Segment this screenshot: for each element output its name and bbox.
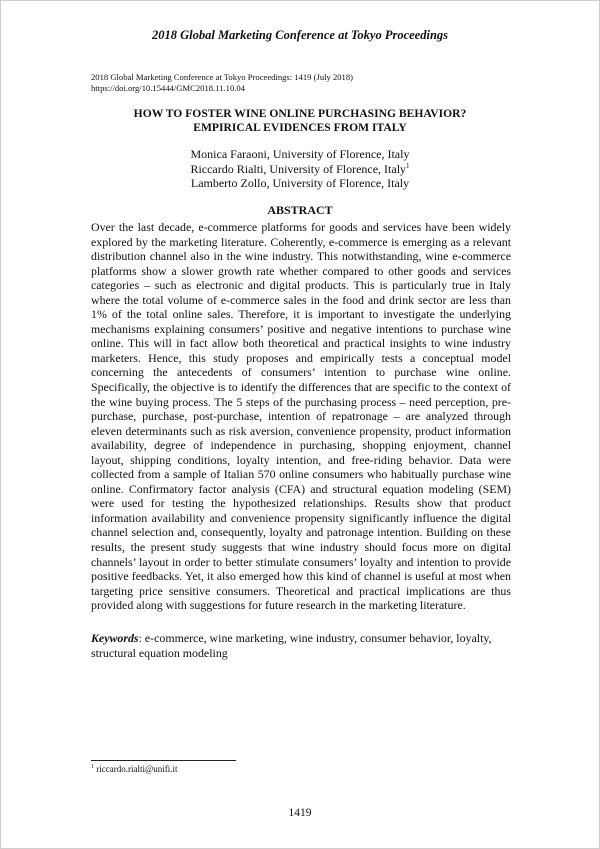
doi-link[interactable]: https://doi.org/10.15444/GMC2018.11.10.04 [91, 83, 245, 93]
citation-block [91, 72, 353, 94]
footnote [91, 764, 178, 775]
author-list [0, 147, 600, 191]
paper-title [0, 107, 600, 135]
keywords-section [91, 631, 511, 660]
author-entry: Monica Faraoni, University of Florence, Italy [190, 147, 410, 161]
keywords-label: Keywords [91, 631, 139, 645]
footnote-email[interactable]: riccardo.rialti@unifi.it [94, 764, 178, 774]
author-entry: Lamberto Zollo, University of Florence, Italy [190, 176, 410, 190]
footnote-marker[interactable]: 1 [406, 161, 410, 170]
page-number: 1419 [288, 807, 312, 819]
author-entry: Riccardo Rialti, University of Florence, Italy$^1$ [190, 161, 410, 176]
title-line-2: EMPIRICAL EVIDENCES FROM ITALY [193, 121, 407, 134]
keywords-separator: : [138, 631, 145, 645]
title-line-1: HOW TO FOSTER WINE ONLINE PURCHASING BEHAVIOR? [133, 107, 467, 120]
footnote-number: 1 [91, 764, 94, 770]
citation-line: 2018 Global Marketing Conference at Tokyo Proceedings: 1419 (July 2018) [91, 72, 354, 82]
abstract-body [91, 220, 511, 613]
running-header: 2018 Global Marketing Conference at Tokyo Proceedings [151, 28, 449, 42]
footnote-divider [91, 760, 236, 761]
keywords-text: e-commerce, wine marketing, wine industry, consumer behavior, loyalty, structural equation modeling [91, 631, 492, 660]
abstract-heading: ABSTRACT [267, 203, 333, 217]
abstract-paragraph: Over the last decade, e-commerce platforms for goods and services have been widely explored by the marketing literature. Coherently, e-commerce is emerging as a relevant distribution channel also in the wine industry. This notwithstanding, wine e-commerce platforms show a slower growth rate whether compared to other goods and services categories – such as electronic and digital products. This is particularly true in Italy where the total volume of e-commerce sales in the food and drink sector are less than 1% of the total online sales. Therefore, it is important to investigate the underlying mechanisms explaining consumers’ positive and negative intentions to purchase wine online. This will in fact allow both theoretical and practical insights to wine industry marketers. Hence, this study proposes and empirically tests a conceptual model concerning the antecedents of consumers’ intention to purchase wine online. Specifically, the objective is to identify the differences that are specific to the context of the wine buying process. The 5 steps of the purchasing process – need perception, pre-purchase, purchase, post-purchase, intention of repatronage – are analyzed through eleven determinants such as risk aversion, convenience propensity, product information availability, degree of independence in purchasing, shopping enjoyment, channel layout, shipping conditions, loyalty intention, and free-riding behavior. Data were collected from a sample of Italian 570 online consumers who habitually purchase wine online. Confirmatory factor analysis (CFA) and structural equation modeling (SEM) were used for testing the hypothesized relationships. Results show that product information availability and convenience propensity significantly influence the digital channel selection and, consequently, loyalty and patronage intention. Building on these results, the present study suggests that wine industry should focus more on digital channels’ layout in order to better stimulate consumers’ loyalty and intention to provide positive feedbacks. Yet, it also emerged how this kind of channel is useful at most when targeting price sensitive consumers. Theoretical and practical implications are thus provided along with suggestions for future research in the marketing literature. [91, 220, 511, 613]
